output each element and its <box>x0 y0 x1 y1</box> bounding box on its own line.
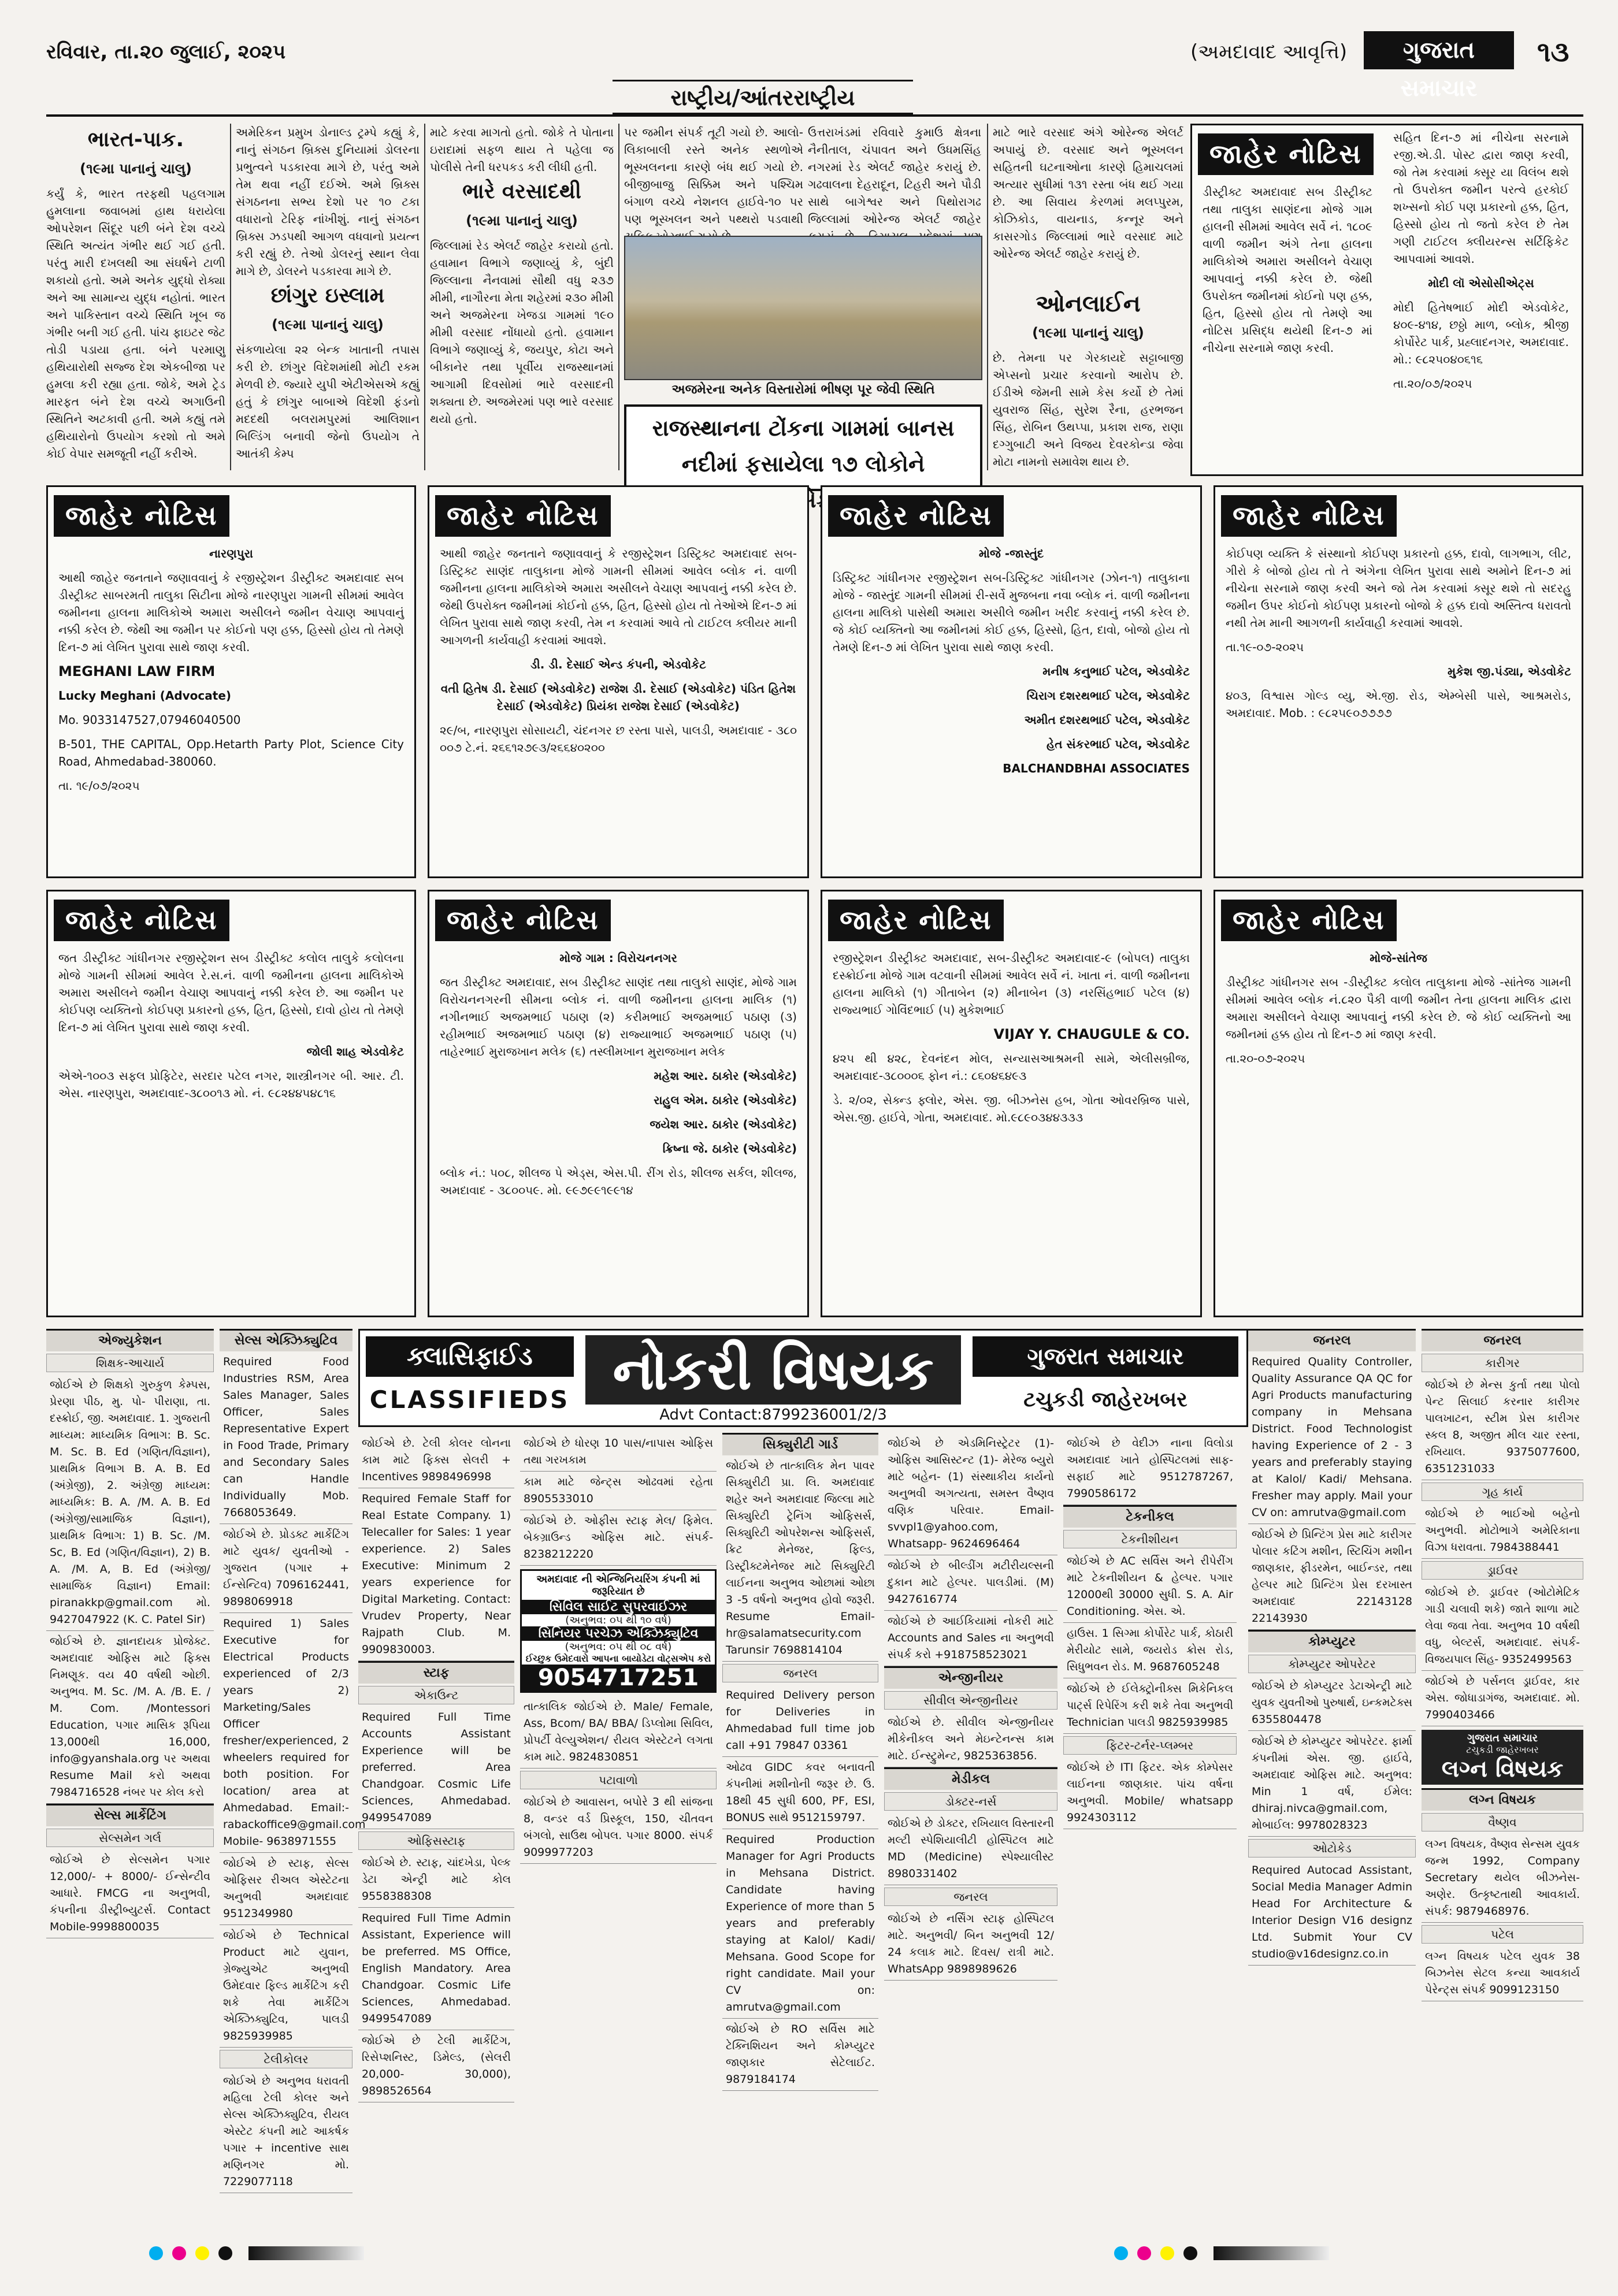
banner-small: ટચુકડી જાહેરખબર <box>1023 1388 1187 1411</box>
notice-sign: મોદી લૉ એસોસીએટ્સ <box>1428 276 1534 290</box>
banner-title: નોકરી વિષયક <box>585 1335 961 1405</box>
column-rule <box>987 124 988 470</box>
classified-ad: જોઈએ છે. ઓફીસ સ્ટાફ મેલ/ ફિમેલ. બેકગ્રાઉન્ડ ઓફિસ માટે. સંપર્ક- 8238212220 <box>520 1510 717 1566</box>
classified-ad: જોઈએ છે. સ્ટાફ, ચાંદખેડા, પેલ્ક ડેટા એન્ટ્રી માટે કોલ 9558388308 <box>358 1852 514 1908</box>
classified-ad: જોઈએ છે સેલ્સમેન પગાર 12,000/- + 8000/- ઈન્સેન્ટીવ આધારે. FMCG ના અનુભવી, કંપનીના ડીસ્ટ્રીબ્યુટર્સ. Contact Mobile-9998800035 <box>46 1849 214 1938</box>
article-body: છે. તેમના પર ગેરકાયદે સટ્ટાબાજી એપ્સનો પ્રચાર કરવાનો આરોપ છે. ઈડીએ જેમની સામે કેસ કર્યો છે તેમાં યુવરાજ સિંહ, સુરેશ રૈના, હરભજન સિંહ, રોબિન ઉથપ્પા, પ્રકાશ રાજ, રાણા દગ્ગુબાટી અને વિજય દેવરકોન્ડા જેવા મોટા નામનો સમાવેશ થાય છે. <box>993 351 1183 469</box>
notice-sign: ચિરાગ દશરથભાઈ પટેલ, એડવોકેટ <box>1026 689 1190 703</box>
notice-sign: જયેશ આર. ઠાકોર (એડવોકેટ) <box>650 1117 797 1131</box>
notice-address: ૨૯/બ, નારણપુરા સોસાયટી, ચંદનગર છ રસ્તા પાસે, પાલડી, અમદાવાદ - ૩૮૦ ૦૦૭ ટે.નં. ૨૬૬૧૨૭૯૩/૨૬૬૪૦૨૦૦ <box>440 723 797 755</box>
article-subhead: (૧૯મા પાનાનું ચાલુ) <box>1032 325 1144 341</box>
notice-card <box>1214 485 1583 878</box>
notice-address: ડે. ૨/૦૨, સેક્ન્ડ ફ્લોર, એસ. જી. બીઝનેસ હબ, ગોતા ઓવરબ્રિજ પાસે, એસ.જી. હાઈવે, ગોતા, અમદાવાદ. મો.૯૮૯૦૩૪૪૩૩૩ <box>833 1093 1190 1124</box>
print-registration-marks <box>144 2242 376 2265</box>
article-body: જિલ્લામાં રેડ એલર્ટ જાહેર કરાયો હતો. હવામાન વિભાગે જણાવ્યું કે, બુંદી જિલ્લાના નૈનવામાં સૌથી વધુ ૨૩૭ મીમી, નાગૌરના મેતા શહેરમાં ૨૩૦ મીમી અને અજમેરના ખેજડા ગામમાં ૧૯૦ મીમી વરસાદ નોંધાયો હતો. હવામાન વિભાગે જણાવ્યું કે, જયપુર, કોટા અને બીકાનેર તથા પૂર્વીય રાજસ્થાનમાં આગામી દિવસોમાં ભારે વરસાદની શક્યતા છે. અજમેરમાં પણ ભારે વરસાદ થયો હતો. <box>430 239 614 426</box>
classified-ad: જોઈએ છે ધોરણ 10 પાસ/નાપાસ ઓફિસ તથા ગરખકામ <box>520 1433 717 1472</box>
classified-ad: જોઈએ છે. પ્રોડક્ટ માર્કેટિંગ માટે યુવક/ યુવતીઓ - ગુજરાત (પગાર + ઈન્સેન્ટિવ) 7096162441, 9898069918 <box>220 1524 352 1613</box>
photo-caption: અજમેરના અનેક વિસ્તારોમાં ભીષણ પૂર જેવી સ્થિતિ <box>671 382 935 397</box>
classified-ad: જોઈએ છે બીલ્ડીંગ મટીરીયલ્સની દુકાન માટે હેલ્પર. પાલડીમાં. (M) 9427616774 <box>884 1555 1057 1611</box>
advt-contact: Advt Contact:8799236001/2/3 <box>659 1406 887 1424</box>
highlight-headline: રાજસ્થાનના ટોંકના ગામમાં બાનસ નદીમાં ફસાયેલા ૧૭ લોકોને <box>624 404 982 491</box>
article-body: ઉત્તરાખંડમાં રવિવારે કુમાઉ ક્ષેત્રના નૈનીતાલ, ચંપાવત અને ઉધમસિંહ નગરમાં રેડ એલર્ટ જાહેર કરાયું છે. ગઢવાલના દેહરાદૂન, ટિહરી અને પૌડી સાથે બાગેશ્વર અને પિથોરાગઢ જિલ્લામાં ઓરેન્જ એલર્ટ જાહેર <box>808 125 981 226</box>
display-ad-line: ઈચ્છુક ઉમેદવારો આપના બાયોડેટા વોટ્સએપ કરો <box>525 1653 711 1664</box>
notice-sign: ક્રિષ્ના જે. ઠાકોર (એડવોકેટ) <box>662 1142 797 1156</box>
classified-column <box>358 1433 514 2230</box>
section-title: રાષ્ટ્રીય/આંતરરાષ્ટ્રીય <box>613 80 913 114</box>
notice-date: તા.૨૦/૦૭/૨૦૨૫ <box>1393 377 1472 391</box>
classified-ad: જોઈએ છે કોમ્પ્યુટર ડેટાએન્ટ્રી માટે યુવક યુવતીઓ પુરુષાર્થ, ઇન્કમટેક્સ 6355804478 <box>1248 1675 1416 1731</box>
classified-column <box>722 1433 878 2230</box>
display-ad-line: અમદાવાદ ની એન્જિનિયરિંગ કંપની માં જરૂરિયાત છે <box>536 1573 700 1597</box>
subcategory-header: ફિટર-ટર્નર-પ્લમ્બર <box>1063 1736 1237 1755</box>
registration-dots-icon <box>1109 2242 1341 2265</box>
notice-body: જત ડીસ્ટ્રીક્ટ અમદાવાદ, સબ ડીસ્ટ્રીક્ટ સાણંદ તથા તાલુકો સાણંદ, મોજે ગામ વિરોચનનગરની સીમના બ્લોક નં. વાળી જમીનના હાલના માલિક (૧) નગીનભાઈ અજમભાઈ પઠાણ (૨) કરીમભાઈ અજમભાઈ પઠાણ (૩) રહીમભાઈ અજમભાઈ પઠાણ (૪) રાજ્યાભાઈ અજમભાઈ પઠાણ (૫) તાહેરભાઈ મુરાજખાન મલેક (૬) તસ્લીમખાન મુરાજખાન મલેક <box>440 975 797 1058</box>
classified-ad: જોઈએ છે કોમ્પ્યુટર ઓપરેટર. ફાર્મા કંપનીમાં એસ. જી. હાઈવે, અમદાવાદ ઓફિસ માટે. અનુભવ: Min 1 વર્ષ, ઈમેલ: dhiraj.nivca@gmail.com, મોબાઈલ: 9978028323 <box>1248 1731 1416 1837</box>
article-body: પર જમીન સંપર્ક તૂટી ગયો છે. આલો-લિકાબાલી રસ્તે અનેક સ્થળોએ ભૂસ્ખલનના કારણે બંધ થઈ ગયો છે. બીજીબાજુ સિક્કિમ અને પશ્ચિમ બંગાળ વચ્ચે નેશનલ હાઈવે-૧૦ પર પણ ભૂસ્ખલન અને પથ્થરો પડવાથી <box>624 125 803 226</box>
subcategory-header: શિક્ષક-આચાર્ય <box>46 1354 214 1372</box>
classified-ad: જોઈએ છે પ્રિન્ટિંગ પ્રેસ માટે કારીગર પોલાર કટિંગ મશીન, સ્ટિચિંગ મશીન જાણકાર, ફીડરમેન, બાઈન્ડર, તથા હેલ્પર માટે પ્રિન્ટિંગ પ્રેસ દરખાસ્ત અમદાવાદ 22143128 22143930 <box>1248 1524 1416 1630</box>
notice-title: જાહેર નોટિસ <box>435 900 611 941</box>
notice-firm: BALCHANDBHAI ASSOCIATES <box>1003 761 1190 775</box>
notice-subhead: મોજે-સાંતેજ <box>1370 951 1427 965</box>
category-header: સ્ટાફ <box>358 1661 514 1684</box>
article-orange-alert <box>993 124 1183 482</box>
classified-column <box>520 1433 717 2230</box>
notice-body: આથી જાહેર જનતાને જણાવવાનું કે રજીસ્ટ્રેશન ડીસ્ટ્રીક્ટ અમદાવાદ સબ ડીસ્ટ્રીક્ટ સાબરમતી તાલુકા સિટીના મોજે નારણપુરા ગામની સીમમાં આવેલ જમીનના હાલના માલિકોએ અમારા અસીલને જમીન વેચાણ આપવાનું નક્કી કરેલ છે. જેથી આ જમીન પર કોઈનો પણ હક્ક, હિસ્સો હોય તો તેમણે દિન-૭ માં લેખિત પુરાવા સાથે જાણ કરવી. <box>58 571 404 654</box>
notice-date: તા. ૧૯/૦૭/૨૦૨૫ <box>58 779 140 793</box>
article-landslide <box>624 124 803 233</box>
subcategory-header: વૈષ્ણવ <box>1422 1813 1583 1831</box>
subcategory-header: ટેકનીશીયન <box>1063 1530 1237 1548</box>
classified-ad: જોઈએ છે સ્ટાફ, સેલ્સ ઓફિસર રીઅલ એસ્ટેટના અનુભવી અમદાવાદ 9512349980 <box>220 1853 352 1925</box>
classified-ad: Required Full Time Accounts Assistant Experience will be preferred. Area Chandgoar. Cosmic Life Sciences, Ahmedabad. 9499547089 <box>358 1707 514 1829</box>
subcategory-header: કોમ્પ્યુટર ઓપરેટર <box>1248 1655 1416 1673</box>
subcategory-header: સીવીલ એન્જીનીયર <box>884 1691 1057 1710</box>
classified-column <box>1248 1329 1416 2230</box>
notice-sign: મુકેશ જી.પંડ્યા, એડવોકેટ <box>1447 664 1571 678</box>
category-header: સેલ્સ માર્કેટિંગ <box>46 1804 214 1826</box>
notice-title: જાહેર નોટિસ <box>1198 133 1374 175</box>
classified-ad: જોઈએ છે પર્સનલ ડ્રાઈવર, કાર એસ. જોધાડાગંજ, અમદાવાદ. મો. 7990403466 <box>1422 1671 1583 1726</box>
classified-ad: જોઈએ છે AC સર્વિસ અને રીપેરીંગ માટે ટેકનીશીયન & હેલ્પર. પગાર 12000થી 30000 સુધી. S. A. Air Conditioning. એસ. એ. <box>1063 1551 1237 1623</box>
classified-ad: કામ માટે જેન્ટ્સ ઓઢવમાં રહેતા 8905533010 <box>520 1472 717 1510</box>
classified-ad: જોઈએ છે. ડ્રાઈવર (ઓટોમેટિક ગાડી ચલાવી શકે) જાતે શાળા માટે લેવા જવા તેવા. અનુભવ 10 વર્ષથી વધુ, બેલ્ટર્સ, અમદાવાદ. સંપર્ક- વિજયપાલ સિંહ- 9352499563 <box>1422 1582 1583 1671</box>
classified-ad: Required Food Industries RSM, Area Sales Manager, Sales Officer, Sales Representative Expert in Food Trade, Primary and Secondary Sales can Handle Individually Mob. 7668053649. <box>220 1351 352 1524</box>
classified-ad: જોઈએ છે વેદીઝ નાના વિલોડા અમદાવાદ ખાતે હોસ્પિટલમાં સાફ- સફાઈ માટે 9512787267, 7990586172 <box>1063 1433 1237 1505</box>
notice-body: ડીસ્ટ્રીક્ટ અમદાવાદ સબ ડીસ્ટ્રીક્ટ તથા તાલુકા સાણંદના મોજે ગામ હાલની સીમમાં આવેલ સર્વે નં. ૧૮૦૯ વાળી જમીન અંગે તેના હાલના માલિકોએ અમારા અસીલને વેચાણ આપવાનું નક્કી કરેલ છે. જેથી ઉપરોક્ત જમીનમાં કોઈનો પણ હક્ક, હિત, હિસ્સો હોય તો તેમણે આ નોટિસ પ્રસિદ્ધ થયેથી દિન-૭ માં નીચેના સરનામે જાણ કરવી. <box>1203 185 1372 355</box>
column-rule <box>618 124 619 470</box>
notice-body: સહિત દિન-૭ માં નીચેના સરનામે રજી.એ.ડી. પોસ્ટ દ્વારા જાણ કરવી, જો તેમ કરવામાં ક્સૂર યા વિલંબ થશે તો ઉપરોક્ત જમીન પરત્વે હરકોઈ શખ્સનો કોઈ પણ પ્રકારનો હક્ક, હિત, હિસ્સો હોય તો જતો કરેલ છે તેમ ગણી ટાઈટલ ક્લીયરન્સ સર્ટિફિકેટ આપવામાં આવશે. <box>1393 131 1569 266</box>
subcategory-header: જનરલ <box>884 1888 1057 1906</box>
column-rule <box>424 124 425 470</box>
notice-advocate: Lucky Meghani (Advocate) <box>58 689 232 703</box>
classified-ad: Required Delivery person for Deliveries in Ahmedabad full time job call +91 79847 03361 <box>722 1685 878 1757</box>
classified-ad: ઓઢવ GIDC કવર બનાવતી કંપનીમાં મશીનોની જરૂર છે. ઉ. 18થી 45 સુધી 600, PF, ESI, BONUS સાથે 9512159797. <box>722 1757 878 1829</box>
display-ad <box>520 1569 717 1693</box>
category-header: મેડીકલ <box>884 1767 1057 1790</box>
classified-ad: તાત્કાલિક જોઈએ છે. Male/ Female, Ass, Bcom/ BA/ BBA/ ડિપ્લોમા સિવિલ, પ્રોપર્ટી વેલ્યુએશન/ રીયલ એસ્ટેટને લગતા કામ માટે. 9824830851 <box>520 1696 717 1769</box>
classified-ad: જોઈએ છે ઈલેક્ટ્રોનીક્સ મિકેનિકલ પાર્ટ્સ રિપેરિંગ કરી શકે તેવા અનુભવી Technician પાલડી 9825939985 <box>1063 1678 1237 1734</box>
notice-sign: મનીષ કનુભાઈ પટેલ, એડવોકેટ <box>1042 664 1190 678</box>
notice-address: મોદી હિતેષભાઈ મોદી એડવોકેટ, ૪૦૯-૪૧૪, છઠ્ઠો માળ, બ્લોક, શ્રીજી કોર્પોરેટ પાર્ક, પ્રહ્લાદનગર, અમદાવાદ. મો.: ૯૮૨૫૦૪૦૬૧૬ <box>1393 300 1569 366</box>
subcategory-header: ડોક્ટર-નર્સ <box>884 1792 1057 1811</box>
notice-address: બ્લોક નં.: ૫૦૮, શીલજ પે એડ્સ, એસ.પી. રીંગ રોડ, શીલજ સર્કલ, શીલજ, અમદાવાદ - ૩૮૦૦૫૯. મો. ૯૯૭૯૯૧૯૯૧૪ <box>440 1166 797 1197</box>
notice-title: જાહેર નોટિસ <box>828 900 1004 941</box>
classified-ad: Required 1) Sales Executive for Electrical Products experienced of 2/3 years 2) Marketing/Sales Officer fresher/experienced, 2 wheelers required for both position. For location/ area at Ahmedabad. Email:- rabackoffice9@gmail.com Mobile- 9638971555 <box>220 1613 352 1853</box>
classified-column <box>1063 1433 1237 2230</box>
display-ad-line: (અનુભવ: ૦૫ થી ૧૦ વર્ષ) <box>565 1614 671 1626</box>
notice-body: ડીસ્ટ્રીક્ટ ગાંધીનગર સબ -ડીસ્ટ્રીક્ટ કલોલ તાલુકાના મોજે -સાંતેજ ગામની સીમમાં આવેલ બ્લોક નં.૮૨૦ પૈકી વાળી જમીન તેના હાલના માલિક દ્વારા અમારા અસીલને વેચાણ આપવાનું નક્કી કરેલ છે. જે કોઈ વ્યક્તિનો આ જમીનમાં હક્ક હોય તો દિન-૭ માં જાણ કરવી. <box>1226 975 1571 1041</box>
subcategory-header: એકાઉન્ટ <box>358 1686 514 1704</box>
subcategory-header: ઓફિસસ્ટાફ <box>358 1831 514 1850</box>
notice-body: આથી જાહેર જનતાને જણાવવાનું કે રજીસ્ટ્રેશન ડિસ્ટ્રિક્ટ અમદાવાદ સબ-ડિસ્ટ્રિક્ટ સાણંદ તાલુકાના મોજે ગામની સીમમાં આવેલ બ્લોક નં. વાળી જમીનના હાલના માલિકોએ અમારા અસીલને વેચાણ આપવાનું નક્કી કરેલ છે. જેથી ઉપરોક્ત જમીનમાં કોઈનો હક્ક, હિત, હિસ્સો હોય તો તેઓએ દિન-૭ માં લેખિત પુરાવા સાથે જાણ કરવી, તેમ ન કરવામાં આવે તો ટાઈટલ ક્લીયર માની આગળની કાર્યવાહી કરવામાં આવશે. <box>440 547 797 647</box>
notice-subhead: નારણપુરા <box>209 547 253 560</box>
article-headline: ભારે વરસાદથી <box>462 180 581 203</box>
classified-ad: જોઈએ છે ડોક્ટર, રખિયાલ વિસ્તારની મલ્ટી સ્પેશિયાલીટી હોસ્પિટલ માટે MD (Medicine) સ્પેશ્યાલીસ્ટ 8980331402 <box>884 1813 1057 1885</box>
notice-date: તા.૨૦-૦૭-૨૦૨૫ <box>1226 1052 1305 1065</box>
banner-paper: ગુજરાત સમાચાર <box>973 1336 1238 1377</box>
article-body: સંકળાયેલા ૨૨ બેન્ક ખાતાની તપાસ કરી છે. છાંગુર વિદેશમાંથી મોટી રકમ મેળવી છે. જ્યારે યુપી એટીએસએ કહ્યું હતું કે છાંગુર બાબાએ વિદેશી ફંડનો મદદથી બલરામપુરમાં આલિશાન બિલ્ડિંગ બનાવી જેનો ઉપયોગ તે આતંકી કેમ્પ <box>236 343 420 460</box>
notice-mobile: Mo. 9033147527,07946040500 <box>58 713 241 727</box>
issue-date: રવિવાર, તા.૨૦ જુલાઈ, ૨૦૨૫ <box>46 40 286 64</box>
category-header: એન્જીનીયર <box>884 1666 1057 1689</box>
notice-title: જાહેર નોટિસ <box>54 900 229 941</box>
classified-ad: જોઈએ છે તાત્કાલિક મેન પાવર સિક્યુરીટી પ્રા. લિ. અમદાવાદ શહેર અને અમદાવાદ જિલ્લા માટે સિક્યુરિટી ટ્રેનિંગ ઓફિસર્સ, સિક્યુરિટી ઓપરેશન્સ ઓફિસર્સ, ક્રિટ મેનેજર, ફિલ્ડ, ડિસ્ટ્રીક્ટમેનેજર માટે સિક્યુરિટી લાઈનના અનુભવ ઓછામાં ઓછા 3 -5 વર્ષનો અનુભવ હોવો જરૂરી. Resume Email- hr@salamatsecurity.com Tarunsir 7698814104 <box>722 1455 878 1662</box>
classified-ad: લગ્ન વિષયક, વૈષ્ણવ સેન્સમ યુવક જન્મ 1992, Company Secretary થયેલ બીઝનેસ- અણેર. ઉત્કૃષ્ટતાથી આવકાર્ય. સંપર્ક: 9879468976. <box>1422 1834 1583 1923</box>
subcategory-header: ટેલીકોલર <box>220 2050 352 2068</box>
category-header: સેલ્સ એક્ઝિક્યુટિવ <box>220 1329 352 1351</box>
classified-ad: જોઈએ છે. સીવીલ એન્જીનીયર મીકેનીકલ અને મેઇન્ટેનન્સ કામ માટે. ઈન્સ્ટ્રુમેન્ટ, 9825363856. <box>884 1712 1057 1767</box>
notice-address: એએ-૧૦૦૩ સફલ પ્રોફિટેર, સરદાર પટેલ નગર, શાસ્ત્રીનગર બી. આર. ટી. એસ. નારણપુરા, અમદાવાદ-૩૮૦૦૧૩ મો. નં. ૯૮૨૪૪૫૪૮૧૬ <box>58 1069 404 1100</box>
subcategory-header: પટેલ <box>1422 1925 1583 1944</box>
article-body: માટે કરવા માગતો હતો. જોકે તે પોતાના ઇરાદામાં સફળ થાય તે પહેલા જ પોલીસે તેની ધરપકડ કરી લીધી હતી. <box>430 125 614 174</box>
classified-ad: જોઈએ છે RO સર્વિસ માટે ટેક્નિશિયન અને કોમ્પ્યુટર જાણકાર સેટેલાઈટ. 9879184174 <box>722 2019 878 2091</box>
category-header: જનરલ <box>1422 1329 1583 1351</box>
category-header: સિક્યુરીટી ગાર્ડ <box>722 1433 878 1455</box>
masthead-rule <box>46 114 1583 117</box>
notice-address: ૪૨૫ થી ૪૨૮, દેવનંદન મોલ, સન્યાસઆશ્રમની સામે, એલીસબ્રીજ, અમદાવાદ-૩૮૦૦૦૬ ફોન નં.: ૮૬૦૪૬૪૯૩ <box>833 1052 1190 1083</box>
classified-column <box>884 1433 1057 2230</box>
notice-body: રજીસ્ટ્રેશન ડીસ્ટ્રીક્ટ અમદાવાદ, સબ-ડીસ્ટ્રીક્ટ અમદાવાદ-૯ (બોપલ) તાલુકા દસ્ક્રોઈના મોજે ગામ વટવાની સીમમાં આવેલ સર્વે નં. ખાતા નં. વાળી જમીનના હાલના માલિકો (૧) ગીતાબેન (૨) મીનાબેન (૩) નરસિંહભાઈ પટેલ (૪) રાજ્યભાઈ ગોવિંદભાઈ (૫) મુકેશભાઈ <box>833 951 1190 1017</box>
notice-title: જાહેર નોટિસ <box>1221 495 1397 537</box>
notice-title: જાહેર નોટિસ <box>435 495 611 537</box>
subcategory-header: ઓટોકેડ <box>1248 1839 1416 1857</box>
classified-ad: જોઈએ છે અનુભવ ધરાવતી મહિલા ટેલી કોલર અને સેલ્સ એક્ઝિક્યુટિવ, રીયલ એસ્ટેટ કંપની માટે આકર્ષક પગાર + incentive સાથ મણિનગર મો. 7229077118 <box>220 2071 352 2193</box>
article-subhead: (૧૯મા પાનાનું ચાલુ) <box>272 317 384 333</box>
display-ad-line: સિનિયર પરચેઝ એક્ઝિક્યુટિવ <box>522 1626 715 1641</box>
classified-ad: જોઈએ છે ટેલી માર્કેટિંગ, રિસેપ્શનિસ્ટ, ડિમેલ્ડ, (સેલરી 20,000- 30,000), 9898526564 <box>358 2030 514 2102</box>
classified-ad: Required Autocad Assistant, Social Media Manager Admin Head For Architecture & Interior Design V16 designz Ltd. Submit Your CV studio@v16designz.co.in <box>1248 1860 1416 1966</box>
page-number: ૧૩ <box>1537 36 1569 68</box>
banner-paper: ગુજરાત સમાચાર <box>1467 1732 1538 1744</box>
column-rule <box>230 124 231 470</box>
notice-card <box>46 890 416 1317</box>
classified-column <box>46 1329 214 2230</box>
subcategory-header: જનરલ <box>722 1664 878 1682</box>
article-subhead: (૧૯મા પાનાનું ચાલુ) <box>80 161 192 177</box>
notice-card <box>428 890 809 1317</box>
subcategory-header: પટાવાળો <box>520 1771 717 1789</box>
classified-ad: Required Quality Controller, Quality Assurance QA QC for Agri Products manufacturing company in Mehsana District. Food Technologist having Experience of 2 - 3 years and preferably staying at Kalol/ Kadi/ Mehsana. Fresher may apply. Mail your CV on: amrutva@gmail.com <box>1248 1351 1416 1524</box>
notice-card <box>428 485 809 878</box>
print-registration-marks <box>1109 2242 1341 2265</box>
notice-date: તા.૧૯-૦૭-૨૦૨૫ <box>1226 640 1304 654</box>
newspaper-logo: ગુજરાત સમાચાર <box>1364 31 1514 69</box>
display-ad-line: સિવિલ સાઈટ સુપરવાઈઝર <box>522 1600 715 1614</box>
classified-ad: જોઈએ છે. ટેલી કોલર લોનના કામ માટે ફિક્સ સેલરી + Incentives 9898496998 <box>358 1433 514 1488</box>
edition-label: (અમદાવાદ આવૃત્તિ) <box>1190 40 1348 64</box>
category-header: લગ્ન વિષયક <box>1422 1788 1583 1811</box>
classified-ad: જોઈએ છે આઈકિયામાં નોકરી માટે Accounts and Sales ના અનુભવી સંપર્ક કરો +918758523021 <box>884 1611 1057 1666</box>
classified-ad: જોઈએ છે આવાસન, બપોરે 3 થી સાંજના 8, વન્ડર વર્ડ પ્રિસ્કૂલ, 150, ચીતવન બંગલો, સાઉથ બોપલ. પગાર 8000. સંપર્ક 9099977203 <box>520 1792 717 1864</box>
classified-ad: જોઈએ છે નર્સિંગ સ્ટાફ હોસ્પિટલ માટે. અનુભવી/ બિન અનુભવી 12/ 24 કલાક માટે. દિવસ/ રાત્રી માટે. WhatsApp 9898989626 <box>884 1908 1057 1981</box>
classified-ad: Required Production Manager for Agri Products in Mehsana District. Candidate having Experience of more than 5 years and preferably staying at Kalol/ Kadi/ Mehsana. Good Scope for right candidate. Mail your CV on: amrutva@gmail.com <box>722 1829 878 2019</box>
subcategory-header: ગૃહ કાર્ય <box>1422 1483 1583 1501</box>
article-headline: ભારત-પાક. <box>87 128 184 151</box>
classified-column <box>220 1329 366 2230</box>
notice-title: જાહેર નોટિસ <box>54 495 229 537</box>
notice-body: ડિસ્ટ્રિક્ટ ગાંધીનગર રજીસ્ટ્રેશન સબ-ડિસ્ટ્રિક્ટ ગાંધીનગર (ઝોન-૧) તાલુકાના મોજે - જાસ્તુંદ ગામની સીમમાં રી-સર્વે મુજબના નવા બ્લોક નં. વાળી જમીનના હાલના માલિકો પાસેથી અમારા અસીલે જમીન ખરીદ કરવાનું નક્કી કરેલ છે. જે કોઈ વ્યક્તિનો આ જમીનમાં કોઈ હક્ક, હિસ્સો, હિત, દાવો, બોજો હોય તો તેમણે દિન-૭ માં લેખિત પુરાવા સાથે જાણ કરવી. <box>833 571 1190 654</box>
banner-english-label: CLASSIFIEDS <box>369 1385 570 1414</box>
notice-sign: હેત સંકરભાઈ પટેલ, એડવોકેટ <box>1046 737 1190 751</box>
classified-ad: હાઉસ. 1 સિગ્મા કોર્પોરેટ પાર્ક, કોઠારી મેરીયોટ સામે, જયરોડ ક્રોસ રોડ, સિધુભવન રોડ. M. 9687605248 <box>1063 1623 1237 1678</box>
notice-firm: MEGHANI LAW FIRM <box>58 663 216 679</box>
article-heavy-rain <box>430 124 614 477</box>
classified-column <box>1422 1329 1583 2230</box>
registration-dots-icon <box>144 2242 376 2265</box>
banner-small: ટચુકડી જાહેરખબર <box>1466 1744 1539 1755</box>
subcategory-header: ડ્રાઈવર <box>1422 1561 1583 1580</box>
notice-body: જત ડીસ્ટ્રીક્ટ ગાંધીનગર રજીસ્ટ્રેશન સબ ડીસ્ટ્રીક્ટ કલોલ તાલુકે કલોલના મોજે ગામની સીમમાં આવેલ રે.સ.નં. વાળી જમીનના હાલના માલિકોએ અમારા અસીલને જમીન વેચાણ આપવાનું નક્કી કરેલ છે. આ જમીન પર કોઈપણ વ્યક્તિનો કોઈપણ પ્રકારનો હક્ક, હિત, હિસ્સો, દાવો હોય તો તેમણે દિન-૭ માં લેખિત પુરાવા સાથે જાણ કરવી. <box>58 951 404 1034</box>
article-headline: છાંગુર ઇસ્લામ <box>270 284 385 307</box>
notice-card <box>46 485 416 878</box>
category-header: ટેકનીકલ <box>1063 1505 1237 1528</box>
matrimony-banner <box>1422 1730 1583 1785</box>
subcategory-header: કારીગર <box>1422 1354 1583 1372</box>
article-uttarakhand <box>808 124 981 233</box>
flood-photo <box>624 236 982 380</box>
notice-sign: ડી. ડી. દેસાઈ એન્ડ કંપની, એડવોકેટ <box>530 657 706 671</box>
notice-address: ૪૦૩, વિશ્વાસ ગોલ્ડ વ્યુ, એ.જી. રોડ, એમ્બેસી પાસે, આશ્રમરોડ, અમદાવાદ. Mob. : ૯૮૨૫૯૦૭૭૭૭ <box>1226 689 1571 720</box>
article-headline: ઓનલાઈન <box>1036 291 1141 317</box>
category-header: જનરલ <box>1248 1329 1416 1351</box>
classified-ad: જોઈએ છે ભાઈઓ બહેનો અનુભવી. મોટોભાગે અમેરિકાના વિઝા ધરાવતા. 7984388441 <box>1422 1503 1583 1559</box>
notice-card <box>1190 124 1583 476</box>
article-body: કર્યું કે, ભારત તરફથી પહલગામ હુમલાના જવાબમાં હાથ ધરાયેલા ઓપરેશન સિંદૂર પછી બંને દેશ વચ્ચે સ્થિતિ અત્યંત ગંભીર થઈ ગઈ હતી. પરંતુ મારી દખલથી આ સંઘર્ષને ટાળી શકાયો હતો. અમે અનેક યુદ્ધો રોક્યા અને આ સામાન્ય યુદ્ધ નહોતાં. ભારત અને પાકિસ્તાન વચ્ચે સ્થિતિ ખૂબ જ ગંભીર બની ગઈ હતી. પાંચ ફાઇટર જેટ તોડી પડાયા હતા. બંને પરમાણુ હથિયારોથી સજ્જ દેશ એકબીજા પર હુમલા કરી રહ્યા હતા. જોકે, અમે ટ્રેડ મારફત બંને દેશ વચ્ચે અગાઉની સ્થિતિને અટકાવી હતી. અમે કહ્યું તમે હથિયારોનો ઉપયોગ કરશો તો અમે કોઈ વેપાર સમજૂતી નહીં કરીએ. <box>46 187 225 460</box>
article-body: અમેરિકન પ્રમુખ ડોનાલ્ડ ટ્રમ્પે કહ્યું કે, નાનું સંગઠન બ્રિક્સ દુનિયામાં ડોલરના પ્રભુત્વને પડકારવા માગે છે, પરંતુ અમે તેમ થવા નહીં દઈએ. અમે બ્રિક્સ સંગઠનના સભ્ય દેશો પર ૧૦ ટકા વધારાનો ટેરિફ નાંખીશું. નાનું સંગઠન બ્રિક્સ ઝડપથી આગળ વધવાનો પ્રયત્ન કરી રહ્યું છે. તેઓ ડોલરનું સ્થાન લેવા માગે છે, ડોલરને પડકારવા માગે છે. <box>236 125 420 278</box>
category-header: એજ્યુકેશન <box>46 1329 214 1351</box>
classified-ad: જોઈએ છે ITI ફિટર. એક કોમ્પેસર લાઈનના જાણકાર. પાંચ વર્ષના અનુભવી. Mobile/ whatsapp 9924303112 <box>1063 1757 1237 1829</box>
article-india-pak <box>46 124 225 477</box>
article-body: માટે ભારે વરસાદ અંગે ઓરેન્જ એલર્ટ અપાયું છે. વરસાદ અને ભૂસ્ખલન સહિતની ઘટનાઓના કારણે હિમાચલમાં અત્યાર સુધીમાં ૧૩૧ રસ્તા બંધ થઈ ગયા છે. આ સિવાય કેરળમાં મલપ્પુરમ, કોઝિકોડ, વાયનાડ, કન્નૂર અને કાસરગોડ જિલ્લામાં ભારે વરસાદ માટે ઓરેન્જ એલર્ટ જાહેર કરાયું છે. <box>993 125 1183 261</box>
notice-sign: રાહુલ એમ. ઠાકોર (એડવોકેટ) <box>654 1093 797 1107</box>
notice-body: કોઈપણ વ્યક્તિ કે સંસ્થાનો કોઈપણ પ્રકારનો હક્ક, દાવો, લાગભાગ, લીટ, ગીરો કે બોજો હોય તો તે અંગેના લેખિત પુરાવા સાથે અમોને દિન-૭ માં નીચેના સરનામે જાણ કરવી અને જો તેમ કરવામાં ક્સૂર થશે તો સદરહુ જમીન ઉપર કોઈનો કોઈપણ પ્રકારનો બોજો કે હક્ક દાવો અસ્તિત્વ ધરાવતો નથી તેમ માની આગળની કાર્યવાહી કરવામાં આવશે. <box>1226 547 1571 630</box>
display-ad-phone: 9054717251 <box>522 1665 715 1691</box>
notice-subhead: મોજે -જાસ્તુંદ <box>978 547 1044 560</box>
notice-card <box>1214 890 1583 1317</box>
banner-left-label: ક્લાસિફાઈડ <box>366 1336 574 1377</box>
category-header: કોમ્પ્યુટર <box>1248 1630 1416 1652</box>
notice-sign: જોલી શાહ એડવોકેટ <box>306 1045 404 1058</box>
subcategory-header: સેલ્સમેન ગર્લ <box>46 1829 214 1847</box>
notice-subhead: મોજે ગામ : વિરોચનનગર <box>559 951 677 965</box>
classified-ad: જોઈએ છે એડમિનિસ્ટ્રેટર (1)- ઓફિસ આસિસ્ટન્ટ (1)- મેરેજ બ્યુરો માટે બહેન- (1) સંસ્થાકીય કાર્યનો અનુભવી અગત્યતા, સમસ્ત વૈષ્ણવ વણિક પરિવાર. Email- svvpl1@yahoo.com, Whatsapp- 9624696464 <box>884 1433 1057 1555</box>
notice-title: જાહેર નોટિસ <box>1221 900 1397 941</box>
notice-card <box>821 485 1202 878</box>
classified-ad: Required Full Time Admin Assistant, Experience will be preferred. MS Office, English Mandatory. Area Chandgoar. Cosmic Life Sciences, Ahmedabad. 9499547089 <box>358 1908 514 2030</box>
notice-title: જાહેર નોટિસ <box>828 495 1004 537</box>
classified-ad: જોઈએ છે શિક્ષકો ગુરુકુળ કેમ્પસ, પ્રેરણા પીઠ, મુ. પો- પીરાણા, તા. દસ્ક્રોઈ, જી. અમદાવાદ. 1. ગુજરાતી માધ્યમ: માધ્યમિક વિભાગ: B. Sc. M. Sc. B. Ed (ગણિત/વિજ્ઞાન), પ્રાથમિક વિભાગ B. A. B. Ed (અંગ્રેજી), 2. અંગ્રેજી માધ્યમ: માધ્યમિક: B. A. /M. A. B. Ed (અંગ્રેજી/સામાજિક વિજ્ઞાન), પ્રાથમિક વિભાગ: 1) B. Sc. /M. Sc, B. Ed (ગણિત/વિજ્ઞાન), 2) B. A. /M. A, B. Ed (અંગ્રેજી/સામાજિક વિજ્ઞાન) Email: piranakkp@gmail.com મો. 9427047922 (K. C. Patel Sir) <box>46 1374 214 1631</box>
notice-address: B-501, THE CAPITAL, Opp.Hetarth Party Plot, Science City Road, Ahmedabad-380060. <box>58 737 404 768</box>
notice-card <box>821 890 1202 1317</box>
notice-sign: અમીત દશરથભાઈ પટેલ, એડવોકેટ <box>1024 713 1190 727</box>
article-brics <box>236 124 420 477</box>
notice-firm: VIJAY Y. CHAUGULE & CO. <box>993 1026 1190 1042</box>
matrimony-title: લગ્ન વિષયક <box>1441 1756 1564 1782</box>
classified-banner <box>358 1329 1248 1427</box>
classified-ad: જોઈએ છે Technical Product માટે યુવાન, ગ્રેજ્યુએટ અનુભવી ઉમેદવાર ફિલ્ડ માર્કેટિંગ કરી શકે તેવા માર્કેટિંગ એક્ઝિક્યુટિવ, પાલડી 9825939985 <box>220 1925 352 2048</box>
classified-ad: જોઈએ છે. જ્ઞાનદાયક પ્રોજેક્ટ. અમદાવાદ ઓફિસ માટે ફિક્સ નિમણૂક. વય 40 વર્ષથી ઓછી. અનુભવ. M. Sc. /M. A. /B. E. / M. Com. /Montessori Education, પગાર માસિક રૂપિયા 13,000થી 16,000, info@gyanshala.org પર અથવા Resume Mail કરો અથવા 7984716528 નંબર પર કોલ કરો <box>46 1631 214 1804</box>
notice-sign: મહેશ આર. ઠાકોર (એડવોકેટ) <box>654 1069 797 1083</box>
article-subhead: (૧૯મા પાનાનું ચાલુ) <box>466 213 578 229</box>
display-ad-line: (અનુભવ: ૦૫ થી ૦૮ વર્ષ) <box>565 1641 672 1653</box>
classified-ad: જોઈએ છે મેન્સ કુર્તા તથા પોલો પેન્ટ સિલાઈ કરનાર કારીગર પાલખાટન, સ્ટીમ પ્રેસ કારીગર સ્કલ 8, અજીત મીલ ચાર રસ્તા, રખિયાલ. 9375077600, 6351231033 <box>1422 1374 1583 1480</box>
classified-ad: લગ્ન વિષયક પટેલ યુવક 38 બિઝનેસ સેટલ કન્યા આવકાર્ય પેરેન્ટ્સ સંપર્ક 9099123150 <box>1422 1946 1583 2001</box>
classified-ad: Required Female Staff for Real Estate Company. 1) Telecaller for Sales: 1 year experience. 2) Sales Executive: Minimum 2 years experience for Digital Marketing. Contact: Vrudev Property, Near Rajpath Club. M. 9909830003. <box>358 1488 514 1661</box>
notice-sign: વતી હિતેષ ડી. દેસાઈ (એડવોકેટ) રાજેશ ડી. દેસાઈ (એડવોકેટ) પંડિત હિતેશ દેસાઈ (એડવોકેટ) પ્રિયંકા રાજેશ દેસાઈ (એડવોકેટ) <box>440 682 796 713</box>
